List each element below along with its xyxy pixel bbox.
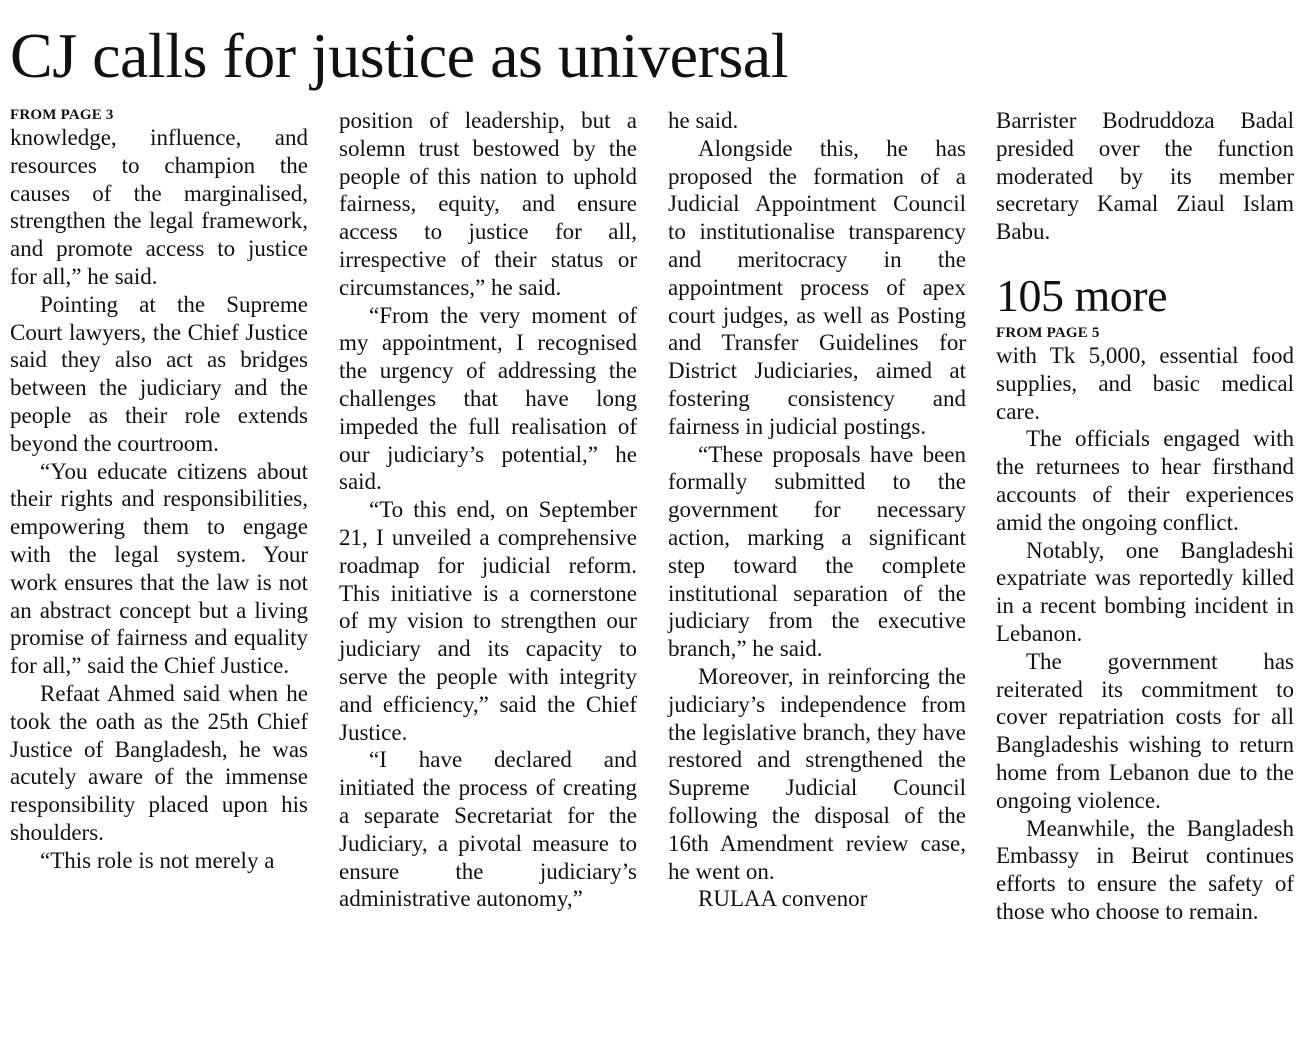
- paragraph: The government has reiterated its commitment to cover repatriation costs for all Bangladeshis wishing to return home from Lebanon due to the ongoing violence.: [996, 648, 1294, 813]
- continued-from-label: FROM PAGE 5: [996, 324, 1100, 341]
- article-column-1: [10, 106, 308, 875]
- paragraph: he said.: [668, 108, 739, 133]
- paragraph: Refaat Ahmed said when he took the oath as the 25th Chief Justice of Bangladesh, he was acutely aware of the immense responsibility placed upon his shoulders.: [10, 680, 308, 845]
- article-column-2: [339, 107, 637, 913]
- paragraph: “You educate citizens about their rights and responsibilities, empowering them to engage with the legal system. Your work ensures that the law is not an abstract concept but a living promise of fairness and equality for all,” said the Chief Justice.: [10, 458, 308, 679]
- article-column-3: [668, 107, 966, 913]
- paragraph: Moreover, in reinforcing the judiciary’s independence from the legislative branch, they have restored and strengthened the Supreme Judicial Council following the disposal of the 16th Amendment review case, he went on.: [668, 663, 966, 884]
- paragraph: RULAA convenor: [698, 886, 868, 912]
- paragraph: The officials engaged with the returnees to hear firsthand accounts of their experiences amid the ongoing conflict.: [996, 426, 1294, 535]
- page-title: CJ calls for justice as universal: [10, 20, 788, 91]
- paragraph: position of leadership, but a solemn trust bestowed by the people of this nation to uphold fairness, equity, and ensure access to justice for all, irrespective of their status or circumstances,” he said.: [339, 108, 637, 300]
- article-2-headline: 105 more: [996, 269, 1168, 321]
- paragraph: Barrister Bodruddoza Badal presided over the function moderated by its member secretary Kamal Ziaul Islam Babu.: [996, 108, 1294, 245]
- paragraph: “These proposals have been formally submitted to the government for necessary action, marking a significant step toward the complete institutional separation of the judiciary from the executive branch,” he said.: [668, 441, 966, 662]
- paragraph: “I have declared and initiated the process of creating a separate Secretariat for the Judiciary, a pivotal measure to ensure the judiciary’s administrative autonomy,”: [339, 747, 637, 912]
- paragraph: “To this end, on September 21, I unveiled a comprehensive roadmap for judicial reform. This initiative is a cornerstone of my vision to strengthen our judiciary and its capacity to serve the people with integrity and efficiency,” said the Chief Justice.: [339, 497, 637, 745]
- paragraph: Alongside this, he has proposed the formation of a Judicial Appointment Council to institutionalise transparency and meritocracy in the appointment process of apex court judges, as well as Posting and Transfer Guidelines for District Judiciaries, aimed at fostering consistency and fairness in judicial postings.: [668, 135, 966, 439]
- paragraph: knowledge, influence, and resources to champion the causes of the marginalised, strengthen the legal framework, and promote access to justice for all,” he said.: [10, 125, 308, 289]
- paragraph: with Tk 5,000, essential food supplies, and basic medical care.: [996, 342, 1294, 424]
- paragraph: Meanwhile, the Bangladesh Embassy in Beirut continues efforts to ensure the safety of those who choose to remain.: [996, 815, 1294, 924]
- article-column-4: [996, 107, 1294, 926]
- paragraph: “From the very moment of my appointment, I recognised the urgency of addressing the challenges that have long impeded the full realisation of our judiciary’s potential,” he said.: [339, 302, 637, 495]
- paragraph: Pointing at the Supreme Court lawyers, the Chief Justice said they also act as bridges between the judiciary and the people as their role extends beyond the courtroom.: [10, 291, 308, 456]
- paragraph: Notably, one Bangladeshi expatriate was reportedly killed in a recent bombing incident in Lebanon.: [996, 537, 1294, 646]
- continued-from-label: FROM PAGE 3: [10, 107, 114, 123]
- paragraph: “This role is not merely a: [40, 847, 275, 873]
